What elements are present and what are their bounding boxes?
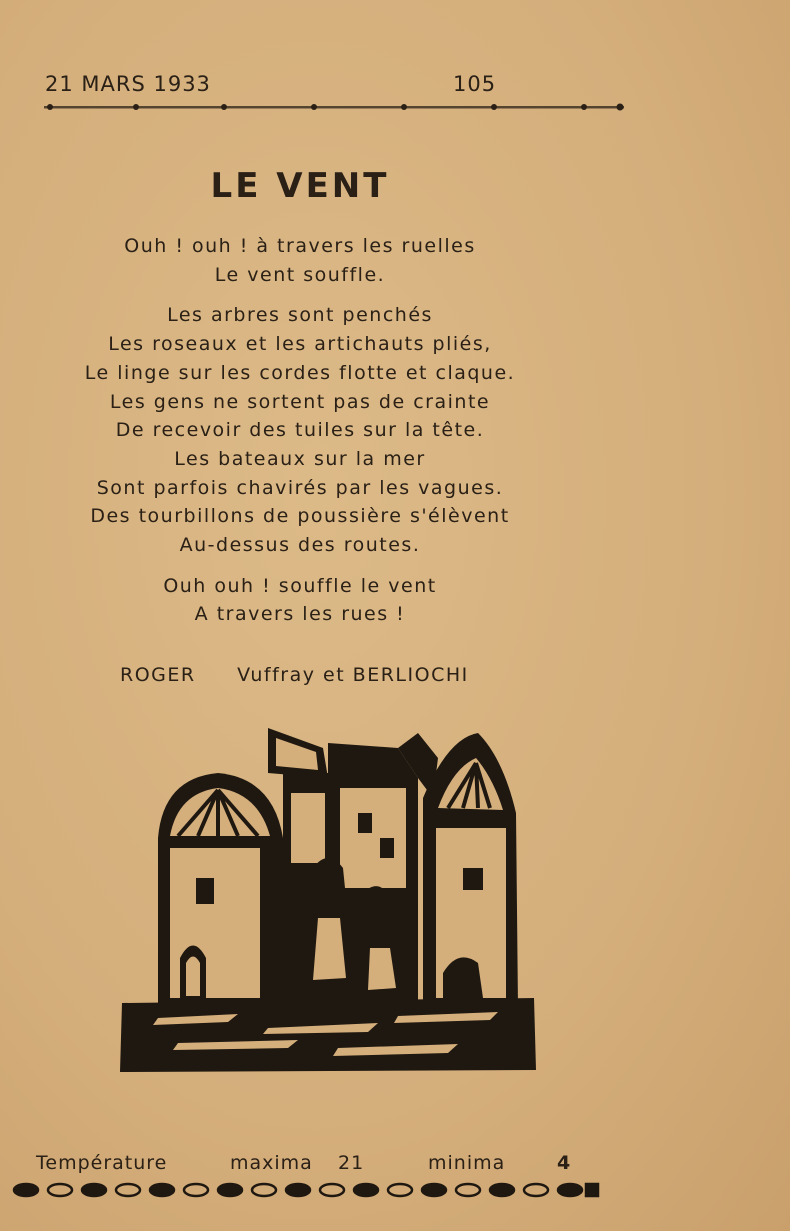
poem-line: Sont parfois chavirés par les vagues. <box>96 476 504 499</box>
poem-line: Ouh ouh ! souffle le vent <box>163 574 437 597</box>
signature-authors: Vuffray et BERLIOCHI <box>237 664 469 686</box>
poem-line: Les roseaux et les artichauts pliés, <box>108 333 492 356</box>
poem-line: Ouh ! ouh ! à travers les ruelles <box>124 235 476 257</box>
poem-line: A travers les rues ! <box>194 603 406 626</box>
maxima-label: maxima <box>230 1152 313 1174</box>
page-date: 21 MARS 1933 <box>45 72 211 96</box>
woodcut-illustration <box>118 718 538 1078</box>
poem-line: Au-dessus des routes. <box>179 534 421 557</box>
poem-line: De recevoir des tuiles sur la tête. <box>115 419 485 442</box>
top-ornament-rule <box>44 102 624 114</box>
poem-line: Le vent souffle. <box>214 263 386 286</box>
poem-line: Les gens ne sortent pas de crainte <box>109 390 491 413</box>
poem-line: Le linge sur les cordes flotte et claque. <box>84 361 516 384</box>
temperature-label: Température <box>36 1152 168 1174</box>
poem-line: Des tourbillons de poussière s'élèvent <box>90 505 510 528</box>
page-number: 105 <box>453 72 497 96</box>
poem-body <box>0 232 600 629</box>
poem-title: LE VENT <box>210 166 390 206</box>
maxima-value: 21 <box>338 1152 365 1174</box>
signature-first-name: ROGER <box>120 664 196 686</box>
minima-value: 4 <box>557 1152 572 1174</box>
bottom-ornament-rule <box>12 1180 602 1200</box>
poem-line: Les bateaux sur la mer <box>174 447 426 470</box>
poem-line: Les arbres sont penchés <box>167 304 433 327</box>
minima-label: minima <box>428 1152 506 1174</box>
poem-signature <box>120 664 503 686</box>
